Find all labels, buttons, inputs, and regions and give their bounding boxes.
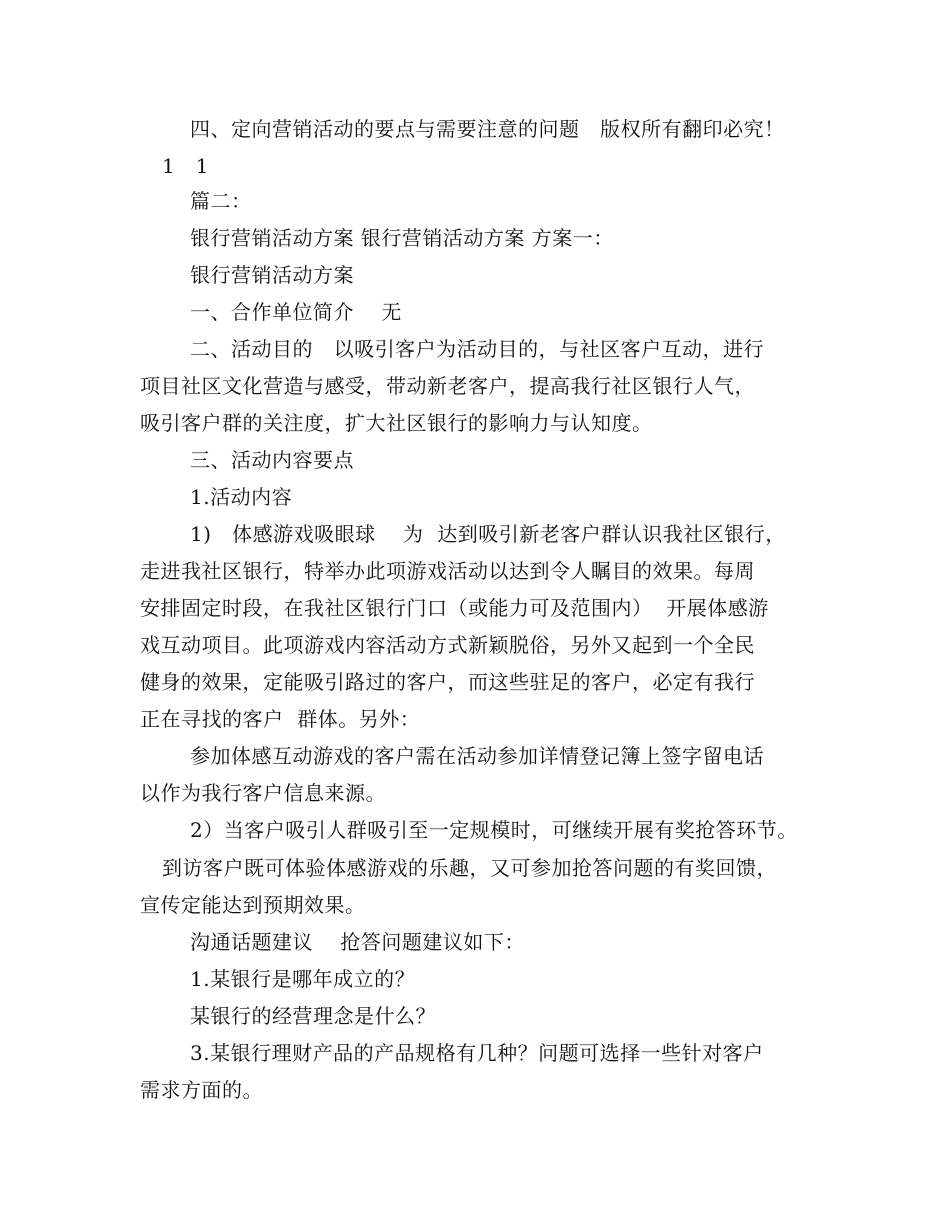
text-line: 某银行的经营理念是什么？	[190, 1004, 436, 1028]
text-line: 银行营销活动方案	[190, 263, 354, 287]
text-line: 四、定向营销活动的要点与需要注意的问题 版权所有翻印必究！	[190, 117, 785, 141]
text-line: 健身的效果，定能吸引路过的客户，而这些驻足的客户，必定有我行	[140, 670, 755, 694]
text-line: 3.某银行理财产品的产品规格有几种？问题可选择一些针对客户	[190, 1041, 764, 1065]
text-line: 沟通话题建议 抢答问题建议如下：	[190, 930, 525, 954]
text-line: 1) 体感游戏吸眼球 为 达到吸引新老客户群认识我社区银行，	[190, 522, 786, 546]
text-line: 到访客户既可体验体感游戏的乐趣，又可参加抢答问题的有奖回馈，	[162, 856, 777, 880]
text-line: 项目社区文化营造与感受，带动新老客户，提高我行社区银行人气，	[140, 374, 755, 398]
text-line: 一、合作单位简介 无	[190, 300, 402, 324]
text-line: 1 1	[162, 154, 210, 178]
text-line: 正在寻找的客户 群体。另外：	[140, 707, 421, 731]
text-line: 走进我社区银行，特举办此项游戏活动以达到令人瞩目的效果。每周	[140, 559, 755, 583]
text-line: 戏互动项目。此项游戏内容活动方式新颖脱俗，另外又起到一个全民	[140, 633, 755, 657]
text-line: 1.某银行是哪年成立的？	[190, 967, 416, 991]
text-line: 吸引客户群的关注度，扩大社区银行的影响力与认知度。	[140, 411, 653, 435]
text-line: 以作为我行客户信息来源。	[140, 781, 386, 805]
text-line: 二、活动目的 以吸引客户为活动目的，与社区客户互动，进行	[190, 337, 765, 361]
text-line: 2）当客户吸引人群吸引至一定规模时，可继续开展有奖抢答环节。	[190, 818, 798, 842]
text-line: 安排固定时段，在我社区银行门口（或能力可及范围内） 开展体感游	[140, 596, 769, 620]
text-line: 篇二：	[190, 189, 252, 213]
text-line: 需求方面的。	[140, 1078, 263, 1102]
text-line: 银行营销活动方案 银行营销活动方案 方案一：	[190, 226, 614, 250]
text-line: 参加体感互动游戏的客户需在活动参加详情登记簿上签字留电话	[190, 744, 764, 768]
text-line: 1.活动内容	[190, 485, 293, 509]
text-line: 三、活动内容要点	[190, 448, 354, 472]
text-line: 宣传定能达到预期效果。	[140, 893, 366, 917]
